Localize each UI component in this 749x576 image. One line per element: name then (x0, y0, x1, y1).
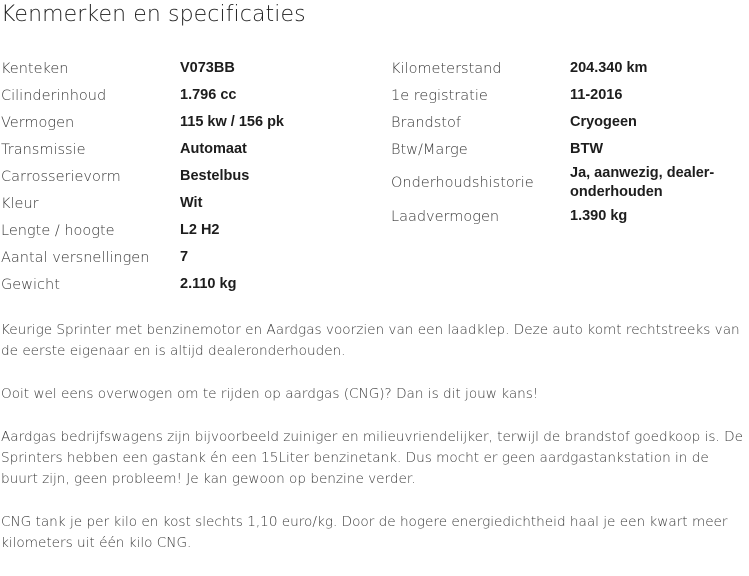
spec-label: Carrosserievorm (1, 168, 121, 185)
description-paragraph: Ooit wel eens overwogen om te rijden op aardgas (CNG)? Dan is dit jouw kans! (1, 386, 539, 402)
spec-row (1, 163, 371, 190)
spec-value: 1.390 kg (570, 208, 628, 224)
spec-value: V073BB (180, 60, 235, 76)
description (1, 320, 749, 576)
spec-value: 11-2016 (570, 87, 623, 103)
spec-row (1, 244, 371, 271)
spec-label: Lengte / hoogte (1, 222, 115, 239)
spec-row (1, 136, 371, 163)
description-paragraph: CNG tank je per kilo en kost slechts 1,10 euro/kg. Door de hogere energiedichtheid haal je een kwart meer kilometers uit één kilo CNG. (1, 514, 728, 551)
spec-label: Kenteken (1, 60, 69, 77)
spec-label: Kilometerstand (391, 60, 502, 77)
spec-row (1, 271, 371, 298)
spec-label: Vermogen (1, 114, 75, 131)
description-paragraph: Keurige Sprinter met benzinemotor en Aardgas voorzien van een laadklep. Deze auto komt rechtstreeks van de eerste eigenaar en is altijd dealeronderhouden. (1, 322, 740, 359)
spec-label: 1e registratie (391, 87, 488, 104)
spec-value: 2.110 kg (180, 276, 237, 292)
spec-row (391, 82, 749, 109)
specs-table (0, 55, 749, 300)
spec-label: Cilinderinhoud (1, 87, 107, 104)
spec-value: 1.796 cc (180, 87, 237, 103)
spec-value: L2 H2 (180, 222, 220, 238)
spec-value: Bestelbus (180, 168, 250, 184)
spec-label: Brandstof (391, 114, 461, 131)
spec-row (1, 217, 371, 244)
spec-label: Transmissie (1, 141, 86, 158)
spec-row (391, 55, 749, 82)
spec-row (391, 109, 749, 136)
page-title: Kenmerken en specificaties (1, 2, 306, 27)
spec-value: 115 kw / 156 pk (180, 114, 284, 130)
spec-row (1, 82, 371, 109)
spec-value: Ja, aanwezig, dealer-onderhouden (570, 165, 715, 200)
spec-row (1, 190, 371, 217)
spec-value: 204.340 km (570, 60, 648, 76)
spec-value: Wit (180, 195, 203, 211)
spec-value: Cryogeen (570, 114, 637, 130)
spec-row (391, 163, 749, 203)
spec-label: Btw/Marge (391, 141, 468, 158)
spec-row (1, 109, 371, 136)
spec-label: Kleur (1, 195, 39, 212)
description-paragraph: Aardgas bedrijfswagens zijn bijvoorbeeld zuiniger en milieuvriendelijker, terwijl de brandstof goedkoop is. De Sprinters hebben een gastank én een 15Liter benzinetank. Dus mocht er geen aardgastankstation in de buurt zijn, geen probleem! Je kan gewoon op benzine verder. (1, 429, 743, 487)
spec-label: Laadvermogen (391, 208, 500, 225)
spec-value: BTW (570, 141, 604, 157)
specs-left-column (1, 55, 371, 298)
spec-row (391, 136, 749, 163)
specs-right-column (391, 55, 749, 230)
spec-value: 7 (180, 249, 189, 265)
spec-label: Gewicht (1, 276, 60, 293)
spec-value: Automaat (180, 141, 247, 157)
spec-label: Aantal versnellingen (1, 249, 150, 266)
spec-row (391, 203, 749, 230)
spec-label: Onderhoudshistorie (391, 175, 534, 191)
spec-row (1, 55, 371, 82)
